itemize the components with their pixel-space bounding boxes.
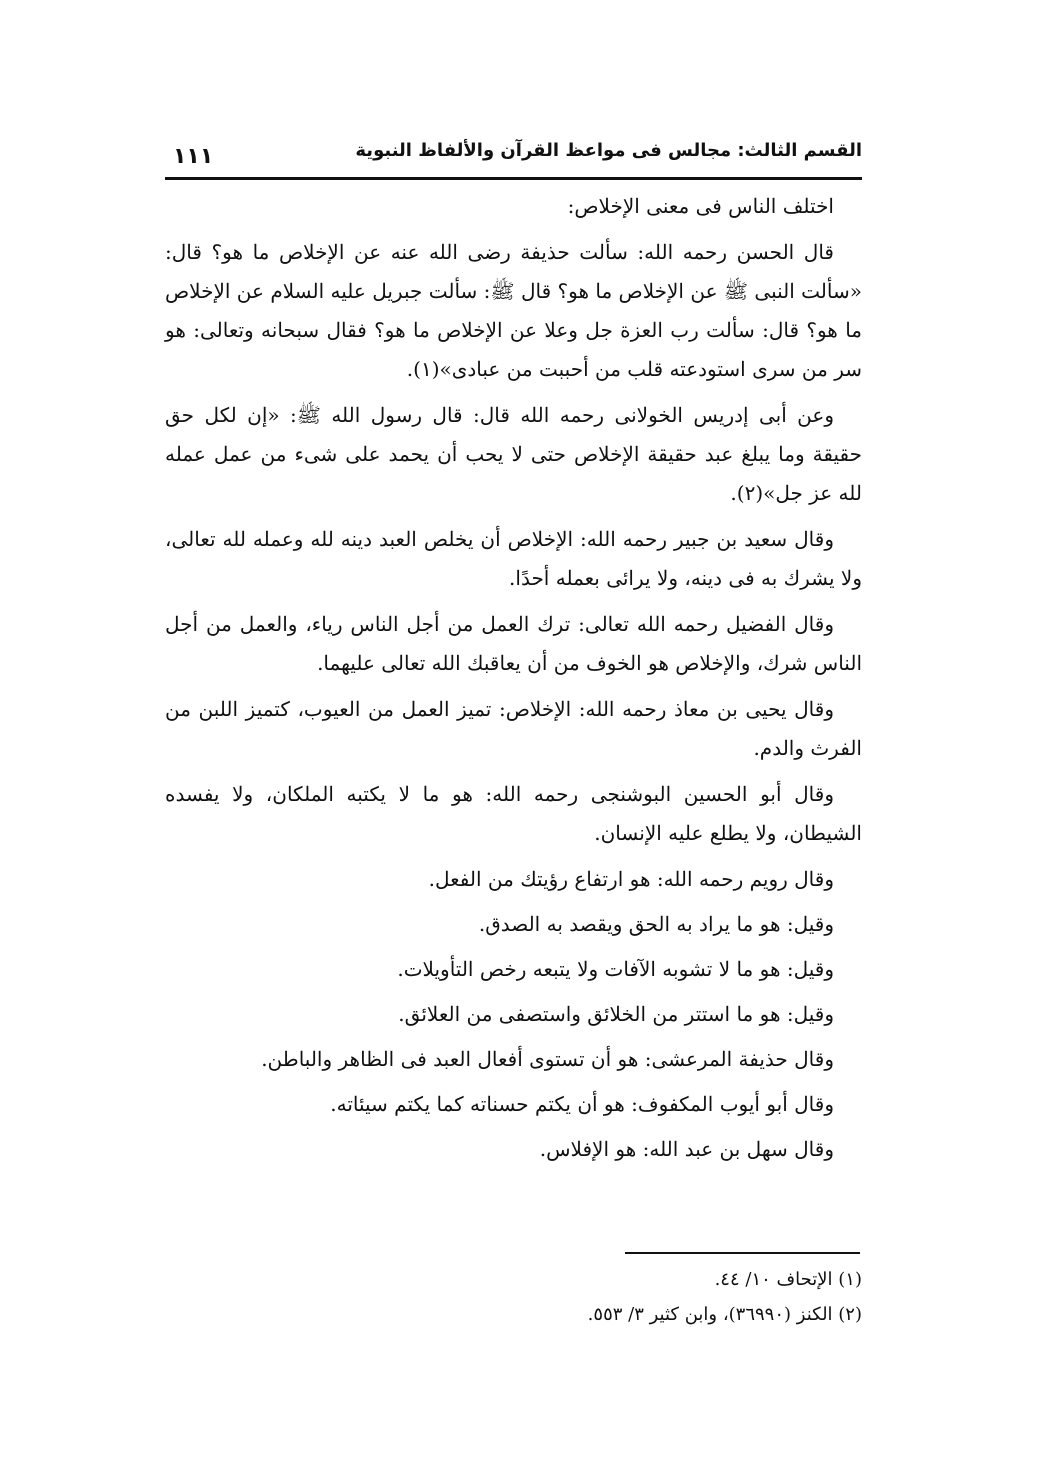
paragraph-said-ibn-jubayr: وقال سعيد بن جبير رحمه الله: الإخلاص أن يخلص العبد دينه لله وعمله لله تعالى، ولا يشرك به فى دينه، ولا يرائى بعمله أحدًا. [165, 527, 862, 590]
paragraph-hasan: قال الحسن رحمه الله: سألت حذيفة رضى الله عنه عن الإخلاص ما هو؟ قال: «سألت النبى ﷺ عن الإخلاص ما هو؟ قال ﷺ: سألت جبريل عليه السلام عن الإخلاص ما هو؟ قال: سألت رب العزة جل وعلا عن الإخلاص ما هو؟ فقال سبحانه وتعالى: هو سر من سرى استودعته قلب من أحببت من عبادى»(١). [165, 240, 862, 381]
footnote-1: (١) الإتحاف ١٠/ ٤٤. [714, 1269, 862, 1290]
line-qila-2: وقيل: هو ما لا تشوبه الآفات ولا يتبعه رخص التأويلات. [397, 957, 834, 981]
page-header [165, 138, 862, 178]
paragraph-bushanji: وقال أبو الحسين البوشنجى رحمه الله: هو ما لا يكتبه الملكان، ولا يفسده الشيطان، ولا يطلع عليه الإنسان. [165, 782, 862, 845]
line-abu-ayyub: وقال أبو أيوب المكفوف: هو أن يكتم حسناته كما يكتم سيئاته. [330, 1092, 834, 1116]
footnote-rule [625, 1252, 860, 1254]
footnote-2: (٢) الكنز (٣٦٩٩٠)، وابن كثير ٣/ ٥٥٣. [587, 1304, 862, 1325]
line-hudhayfa-marashi: وقال حذيفة المرعشى: هو أن تستوى أفعال العبد فى الظاهر والباطن. [261, 1047, 834, 1071]
paragraph-intro: اختلف الناس فى معنى الإخلاص: [567, 194, 834, 218]
line-qila-1: وقيل: هو ما يراد به الحق ويقصد به الصدق. [478, 912, 834, 936]
header-rule [165, 177, 862, 180]
paragraph-fudayl: وقال الفضيل رحمه الله تعالى: ترك العمل من أجل الناس رياء، والعمل من أجل الناس شرك، والإخلاص هو الخوف من أن يعاقبك الله تعالى عليهما. [165, 612, 862, 675]
running-head: القسم الثالث: مجالس فى مواعظ القرآن والألفاظ النبوية [355, 140, 862, 161]
paragraph-khawlani: وعن أبى إدريس الخولانى رحمه الله قال: قال رسول الله ﷺ: «إن لكل حق حقيقة وما يبلغ عبد حقيقة الإخلاص حتى لا يحب أن يحمد على شىء من عمل عمله لله عز جل»(٢). [165, 403, 862, 505]
paragraph-yahya-ibn-muadh: وقال يحيى بن معاذ رحمه الله: الإخلاص: تميز العمل من العيوب، كتميز اللبن من الفرث والدم. [165, 697, 862, 760]
page-number: ١١١ [173, 144, 214, 169]
body-text [165, 187, 862, 1175]
footnotes [165, 1262, 862, 1332]
line-qila-3: وقيل: هو ما استتر من الخلائق واستصفى من العلائق. [398, 1002, 834, 1026]
line-ruwaym: وقال رويم رحمه الله: هو ارتفاع رؤيتك من الفعل. [428, 867, 834, 891]
line-sahl: وقال سهل بن عبد الله: هو الإفلاس. [539, 1137, 834, 1161]
